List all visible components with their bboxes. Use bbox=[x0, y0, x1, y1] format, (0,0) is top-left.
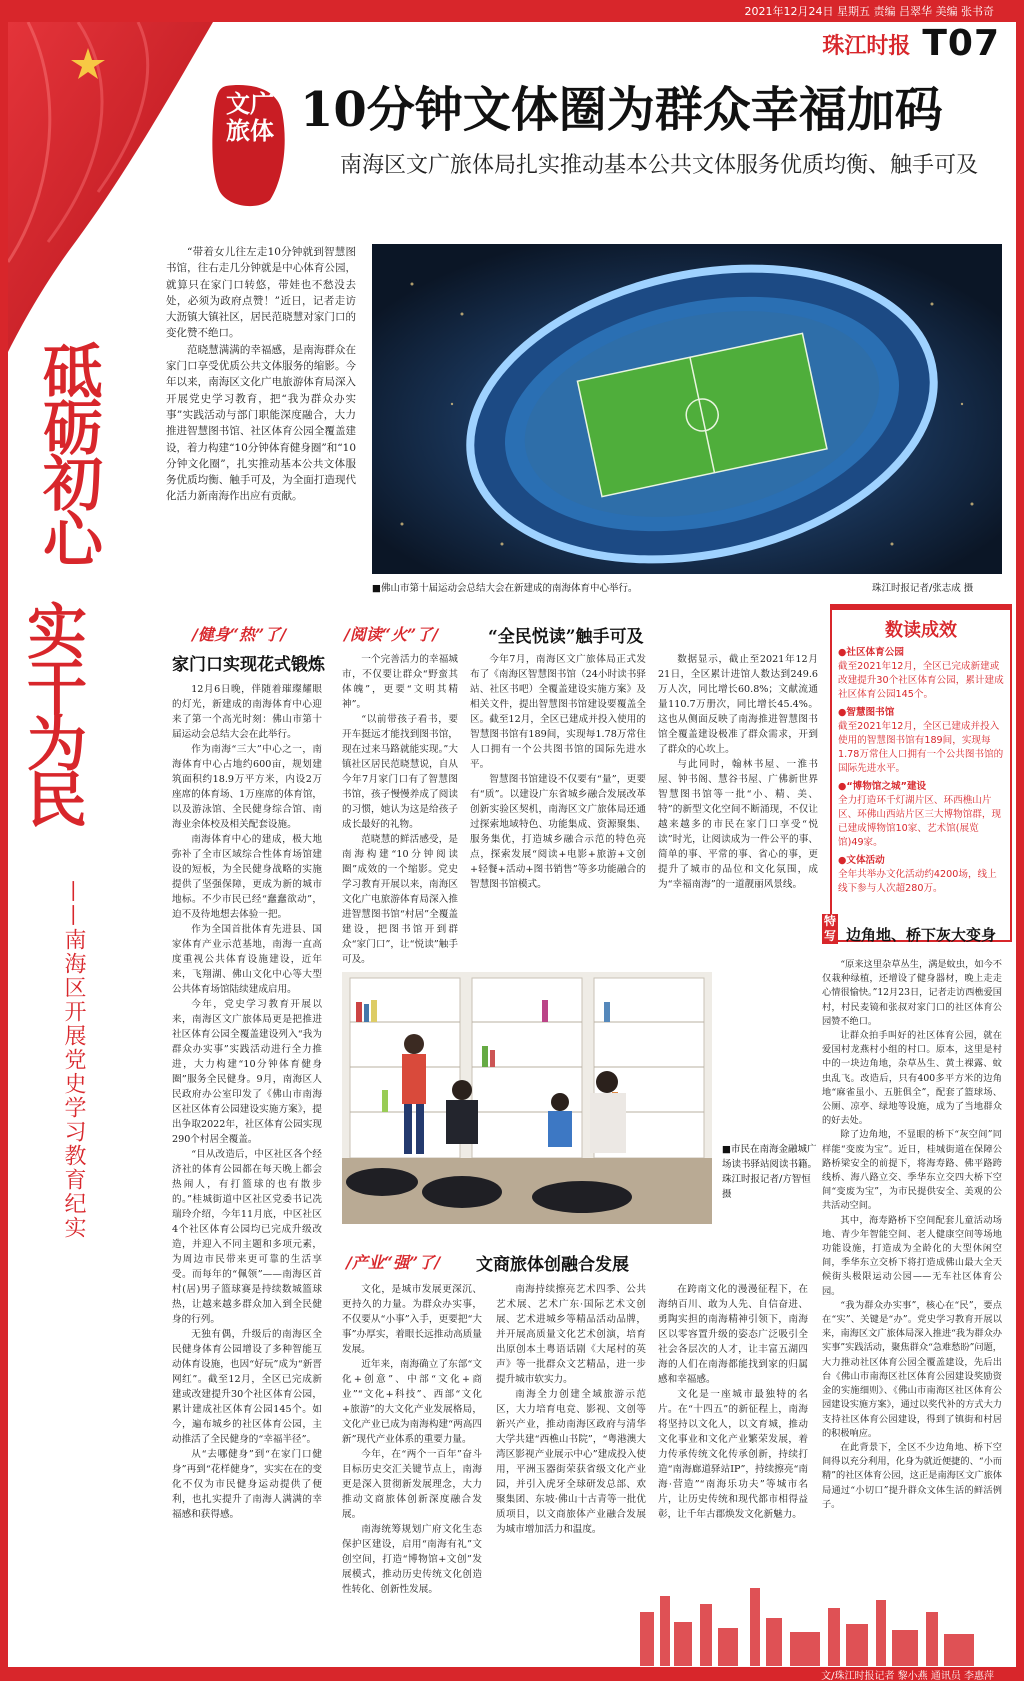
stadium-photo bbox=[372, 244, 1002, 574]
data-item: ●文体活动 全年共举办文化活动约4200场，线上线下参与人次超280万。 bbox=[838, 855, 997, 894]
library-caption: ■市民在南海金融城广场读书驿站阅读书籍。珠江时报记者/方智恒 摄 bbox=[722, 1144, 818, 1200]
reading-body-2: 今年7月，南海区文广旅体局正式发布了《南海区智慧图书馆（24小时读书驿站、社区书吧）全覆盖建设实施方案》及相关文件，提出智慧图书馆建设要覆盖全区。截至12月，全区已建成并投入使用的智慧图书馆有189间，实现每1.78万常住人口拥有一个公共图书馆的国际先进水平。 智慧图书馆建设不仅要有“量”，更要有“质”。以建设广东省城乡融合发展改革创新实验区契机，南海区文广旅体局还通过探索地域特色、功能集成、资源聚集、服务集优，打造城乡融合示范的特色亮点，探索发展“阅读+电影+旅游+文创+轻餐+活动+图书销售”等多功能融合的智慧图书馆模式。 bbox=[470, 654, 646, 890]
footer-byline: 文/珠江时报记者 黎小燕 通讯员 李惠萍 bbox=[821, 1671, 994, 1682]
date-line: 2021年12月24日 星期五 责编 吕翠华 美编 张书奇 bbox=[744, 5, 994, 18]
sidebar-slogan-1: 砥砺初心 bbox=[33, 340, 103, 564]
right-border bbox=[1016, 22, 1024, 1681]
library-photo bbox=[342, 972, 712, 1224]
fitness-kicker: /健身“热”了/ bbox=[192, 625, 287, 644]
reading-title: “全民悦读”触手可及 bbox=[488, 627, 644, 647]
reading-body-3: 数据显示，截止至2021年12月21日，全区累计进馆人数达到249.6万人次，同比增长60.8%；文献流通量110.7万册次，同比增长45.4%。这也从侧面反映了南海推进智慧图书馆全覆盖建设极准了群众需求，开到了群众的心坎上。 与此同时，翰林书屋、一淮书屋、钟书阁、慧谷书屋、广佛新世界智慧图书馆等一批“小、精、美、特”的新型文化空间不断涌现，不仅让越来越多的市民在家门口享受“悦读”时光，让阅读成为一件公平的事、简单的事、平常的事、省心的事，更提升了城市的品位和文化氛围，成为“幸福南海”的一道靓丽风景线。 bbox=[658, 654, 818, 890]
footer-bar bbox=[0, 1667, 1024, 1681]
left-border bbox=[0, 22, 8, 1681]
headline: 10分钟文体圈为群众幸福加码 bbox=[300, 82, 943, 138]
industry-body-1: 文化，是城市发展更深沉、更持久的力量。为群众办实事，不仅要从“小事”入手，更要把“大事”办厚实，着眼长远推动高质量发展。 近年来，南海确立了东部“文化+创意”、中部“文化+商业”“文化+科技”、西部“文化+旅游”的大文化产业发展格局，文化产业已成为南海构建“两高四新”现代产业体系的重要力量。 今年，在“两个一百年”奋斗目标历史交汇关键节点上，南海更是深入贯彻新发展理念，大力推动文商旅体创新深度融合发展。 南海统筹规划广府文化生态保护区建设，启用“南海有礼”文创空间，打造“博物馆+文创”发展模式，推动历史传统文化创造性转化、创新性发展。 bbox=[342, 1284, 482, 1595]
industry-body-3: 在跨南文化的漫漫征程下，在海纳百川、敢为人先、自信奋进、勇陶实担的南海精神引领下，南海区以零容置升级的姿态广泛吸引全社会各层次的人才，让丰富五湖四海的人们在南海都能找到家的归属感和幸福感。 文化是一座城市最独特的名片。在“十四五”的新征程上，南海将坚持以文化人，以文育城，推动文化事业和文化产业繁荣发展，着力传承传统文化传承创新，持续打造“南海廊道驿站IP”，持续擦亮“南海·营造”“南海乐功夫”等城市名片，让历史传统和现代都市相得益彰，让千年古郡焕发文化新魅力。 bbox=[658, 1284, 808, 1520]
reading-kicker: /阅读“火”了/ bbox=[344, 625, 439, 644]
city-skyline-decoration bbox=[600, 1582, 1000, 1666]
sidebar-slogan-2: 实干为民 bbox=[17, 600, 87, 824]
special-badge: 特写 bbox=[823, 914, 836, 943]
industry-title: 文商旅体创融合发展 bbox=[476, 1255, 629, 1275]
section-seal bbox=[208, 82, 288, 210]
stadium-credit: 珠江时报记者/张志成 摄 bbox=[872, 583, 974, 594]
fitness-body: 12月6日晚，伴随着璀璨耀眼的灯光，新建成的南海体育中心迎来了第一个高光时刻：佛山市第十届运动会总结大会在此举行。 作为南海“三大”中心之一，南海体育中心占地约600亩，规划建筑面积约18.9万平方米，内设2万座席的体育场、1万座席的体育馆，以及游泳馆、全民健身综合馆、南海业余体校及相关配套设施。 南海体育中心的建成，极大地弥补了全市区域综合性体育场馆建设的短板，为全民健身战略的实施提供了坚强保障，更成为新的城市地标。不少市民已经“蠢蠢欲动”，迫不及待地想去体验一把。 作为全国首批体育先进县、国家体育产业示范基地，南海一直高度重视公共体育设施建设，近年来，飞翔湖、佛山文化中心等大型公共体育场馆陆续建成启用。 今年，党史学习教育开展以来，南海区文广旅体局更是把推进社区体育公园全覆盖建设列入“我为群众办实事”实践活动进行全力推进，大力构建“10分钟体育健身圈”服务全民健身。9月，南海区人民政府办公室印发了《佛山市南海区社区体育公园建设实施方案》，提出争取2022年，社区体育公园实现290个村居全覆盖。 “目从改造后，中区社区各个经济社的体育公园都在每天晚上都会热闹人，有打篮球的也有散步的。”桂城街道中区社区党委书记冼瑞玲介绍，今年11月底，中区社区4个社区体育公园均已完成升级改造，并迎入不同主题和多项元素，为周边市民带来更可靠的生活享受。而每年的“佩领”——南海区首村(居)男子篮球赛是持续数城篮球热，让越来越多群众加入到全民健身的行列。 无独有偶，升级后的南海区全民健身体育公园增设了多种智能互动体育设施，也因“好玩”成为“新晋网红”。截至12月，全区已完成新建或改建提升30个社区体育公园，累计建成社区体育公园145个。如今，遍布城乡的社区体育公园，主动推活了全民健身的“幸福半径”。 从“去哪健身”到“在家门口健身”再到“花样健身”，实实在在的变化不仅为市民健身运动提供了便利，也扎实提升了南海人满满的幸福感和获得感。 bbox=[172, 684, 323, 1520]
data-item: ●智慧图书馆 截至2021年12月，全区已建成并投入使用的智慧图书馆有189间，实现每1.78万常住人口拥有一个公共图书馆的国际先进水平。 bbox=[838, 707, 1004, 774]
data-item: ●社区体育公园 截至2021年12月，全区已完成新建或改建提升30个社区体育公园，累计建成社区体育公园145个。 bbox=[838, 647, 1004, 700]
special-body: “原来这里杂草丛生，满是蚊虫，如今不仅栽种绿植，还增设了健身器材，晚上走走心情很愉快。”12月23日，记者走访西樵爱国村，村民麦镜和张叔对家门口的社区体育公园赞不绝口。 让群众拍手叫好的社区体育公园，就在爱国村龙燕村小组的村口。原本，这里是村中的一块边角地，杂草丛生、黄土裸露、蚊虫乱飞。改造后，只有400多平方米的边角地“麻雀虽小、五脏俱全”，配套了篮球场、公厕、凉亭、绿地等设施，成为了当地群众的好去处。 除了边角地，不显眼的桥下“灰空间”同样能“变废为宝”。近日，桂城街道在保障公路桥梁安全的前提下，将海寿路、佛平路跨线桥、海八路立交、季华东立交四大桥下空间“变废为宝”，为市民提供安全、美观的公共活动空间。 其中，海寿路桥下空间配套儿童活动场地、青少年智能空间、老人健康空间等场地功能设施，打造成为全龄化的大型休闲空间，季华东立交桥下将打造成佛山最大全天候街头极限运动公园——无车社区体育公园。 “我为群众办实事”，核心在“民”，要点在“实”、关键是“办”。党史学习教育开展以来，南海区文广旅体局深入推进“我为群众办实事”实践活动，聚焦群众“急难愁盼”问题，大力推动社区体育公园全覆盖建设，先后出台《佛山市南海区社区体育公园建设奖励资金的实施细则》、《佛山市南海区社区体育公园建设实施方案》，通过以奖代补的方式大力支持社区体育公园建设，得到了镇街和村居的积极响应。 在此背景下，全区不少边角地、桥下空间得以充分利用，化身为就近便捷的、“小而精”的社区体育公园，这正是南海区文广旅体局通过“小切口”提升群众文体生活的鲜活例子。 bbox=[822, 959, 1002, 1510]
subheadline: 南海区文广旅体局扎实推动基本公共文体服务优质均衡、触手可及 bbox=[340, 153, 979, 178]
data-box-title: 数读成效 bbox=[885, 620, 957, 641]
data-box bbox=[830, 604, 1012, 942]
fitness-title: 家门口实现花式锻炼 bbox=[172, 655, 325, 675]
industry-body-2: 南海持续擦亮艺术四季、公共艺术展、艺术广东·国际艺术文创展、艺术进城乡等精品活动品牌，并开展高质量文化艺术创演，培育出原创本土粤语话剧《大尾村的英声》等一批群众文艺精品，进一步提升城市软实力。 南海全力创建全域旅游示范区，大力培育电竞、影视、文创等新兴产业，推动南海区政府与清华大学共建“西樵山书院”，“粤港澳大湾区影视产业展示中心”建成投入使用，平洲玉器街荣获省级文化产业园，并引入虎牙全球研发总部、欢聚集团、东坡·佛山十古青等一批优质项目，以文商旅体产业融合发展为城市增加活力和温度。 bbox=[496, 1284, 646, 1535]
data-item: ●“博物馆之城”建设 全力打造环千灯湖片区、环西樵山片区、环佛山西站片区三大博物馆群，现已建成博物馆10家、艺术馆(展览馆)49家。 bbox=[838, 781, 1002, 848]
seal-text: 文广旅体 bbox=[226, 89, 274, 145]
paper-logo: 珠江时报 bbox=[822, 33, 911, 59]
intro-text: “带着女儿往左走10分钟就到智慧图书馆，往右走几分钟就是中心体育公园，就算只在家门口转悠，带娃也不愁没去处，必须为政府点赞！”近日，记者走访大沥镇大镇社区，居民范晓慧对家门口的变化赞不绝口。 范晓慧满满的幸福感，是南海群众在家门口享受优质公共文体服务的缩影。今年以来，南海区文化广电旅游体育局深入开展党史学习教育，把“我为群众办实事”实践活动与部门职能深度融合，大力推进智慧图书馆、社区体育公园全覆盖建设，着力构建“10分钟体育健身圈”和“10分钟文化圈”，扎实推动基本公共文体服务优质均衡、触手可及，为全面打造现代化活力新南海作出应有贡献。 bbox=[166, 246, 356, 503]
stadium-caption: ■佛山市第十届运动会总结大会在新建成的南海体育中心举行。 bbox=[372, 583, 638, 594]
masthead bbox=[822, 23, 1000, 64]
reading-body-1: 一个完善活力的幸福城市，不仅要让群众“野蛮其体魄”，更要“文明其精神”。 “以前带孩子看书，要开车挺远才能找到图书馆，现在过来马路就能实现。”大镇社区居民范晓慧说，自从今年7月家门口有了智慧图书馆，孩子慢慢养成了阅读的习惯，她认为这是给孩子成长最好的礼物。 范晓慧的鲜活感受，是南海构建“10分钟阅读圈”成效的一个缩影。党史学习教育开展以来，南海区文化广电旅游体育局深入推进智慧图书馆“村居”全覆盖建设，把图书馆开到群众“家门口”，让“悦读”触手可及。 bbox=[342, 654, 458, 965]
special-title: 边角地、桥下灰大变身 bbox=[846, 926, 997, 944]
industry-kicker: /产业“强”了/ bbox=[346, 1253, 441, 1272]
page-number: T07 bbox=[922, 23, 1000, 64]
top-bar bbox=[0, 0, 1024, 22]
series-title: ——南海区开展党史学习教育纪实 bbox=[61, 880, 86, 1240]
